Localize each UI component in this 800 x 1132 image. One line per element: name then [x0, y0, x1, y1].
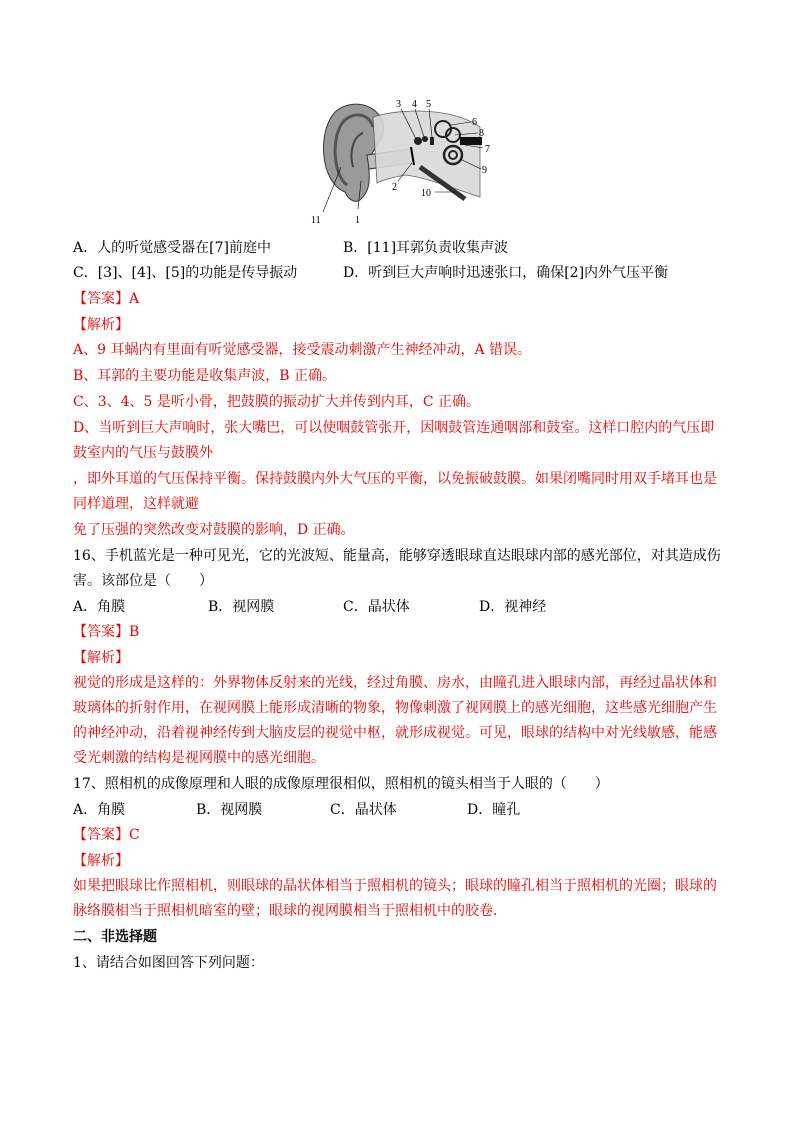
q17-option-a: A．角膜	[73, 802, 126, 818]
q16-explain-line: 视觉的形成是这样的：外界物体反射来的光线，经过角膜、房水，由瞳孔进入眼球内部，再经过晶状体和	[73, 675, 717, 691]
q15-option-c: C．[3]、[4]、[5]的功能是传导振动	[73, 265, 298, 281]
q15-explain-line: C、3、4、5 是听小骨，把鼓膜的振动扩大并传到内耳，C 正确。	[73, 394, 481, 410]
q16-analysis-label: 【解析】	[73, 650, 129, 666]
q17-option-d: D．瞳孔	[467, 802, 521, 818]
q17-explain-line: 脉络膜相当于照相机暗室的壁；眼球的视网膜相当于照相机中的胶卷.	[73, 903, 498, 919]
section2-question-1: 1、请结合如图回答下列问题：	[73, 955, 264, 971]
ear-diagram	[305, 97, 500, 227]
q15-explain-line: 免了压强的突然改变对鼓膜的影响，D 正确。	[73, 522, 355, 538]
q16-explain-line: 受光刺激的结构是视网膜中的感光细胞。	[73, 750, 325, 766]
q15-analysis-label: 【解析】	[73, 317, 129, 333]
q16-option-b: B．视网膜	[208, 599, 275, 615]
section-heading: 二、非选择题	[73, 929, 157, 945]
q15-explain-line: 鼓室内的气压与鼓膜外	[73, 445, 213, 461]
q16-stem: 16、手机蓝光是一种可见光，它的光波短、能量高，能够穿透眼球直达眼球内部的感光部位，对其造成伤	[73, 548, 721, 564]
figure-label-8: 8	[479, 128, 484, 139]
figure-label-10: 10	[421, 188, 431, 199]
q15-explain-line: 同样道理，这样就避	[73, 496, 199, 512]
q15-explain-line: ，即外耳道的气压保持平衡。保持鼓膜内外大气压的平衡，以免振破鼓膜。如果闭嘴同时用双手堵耳也是	[73, 471, 717, 487]
q17-explain-line: 如果把眼球比作照相机，则眼球的晶状体相当于照相机的镜头；眼球的瞳孔相当于照相机的光圈；眼球的	[73, 878, 717, 894]
figure-label-4: 4	[412, 99, 417, 110]
figure-label-2: 2	[392, 182, 397, 193]
q16-explain-line: 的神经冲动，沿着视神经传到大脑皮层的视觉中枢，就形成视觉。可见，眼球的结构中对光线敏感，能感	[73, 725, 717, 741]
q15-answer: 【答案】A	[73, 291, 140, 307]
q16-option-c: C．晶状体	[343, 599, 410, 615]
q16-stem: 害。该部位是（ ）	[73, 573, 213, 589]
figure-label-7: 7	[485, 144, 490, 155]
q15-option-d: D．听到巨大声响时迅速张口，确保[2]内外气压平衡	[343, 265, 669, 281]
q15-option-b: B．[11]耳郭负责收集声波	[343, 240, 509, 256]
figure-label-11: 11	[311, 215, 321, 226]
q15-explain-line: A、9 耳蜗内有里面有听觉感受器，接受震动刺激产生神经冲动，A 错误。	[73, 342, 532, 358]
q16-option-a: A．角膜	[73, 599, 126, 615]
figure-label-9: 9	[482, 165, 487, 176]
ear-anatomy-figure	[305, 97, 500, 227]
q16-answer: 【答案】B	[73, 624, 140, 640]
q16-explain-line: 玻璃体的折射作用，在视网膜上能形成清晰的物象，物像刺激了视网膜上的感光细胞，这些感光细胞产生	[73, 700, 717, 716]
q17-stem: 17、照相机的成像原理和人眼的成像原理很相似，照相机的镜头相当于人眼的（ ）	[73, 776, 609, 792]
q17-answer: 【答案】C	[73, 827, 140, 843]
q17-option-b: B．视网膜	[196, 802, 263, 818]
figure-label-5: 5	[426, 99, 431, 110]
q15-explain-line: B、耳郭的主要功能是收集声波，B 正确。	[73, 368, 337, 384]
q15-explain-line: D、当听到巨大声响时，张大嘴巴，可以使咽鼓管张开，因咽鼓管连通咽部和鼓室。这样口腔内的气压即	[73, 420, 715, 436]
figure-label-6: 6	[472, 117, 477, 128]
figure-label-3: 3	[396, 99, 401, 110]
q17-option-c: C．晶状体	[330, 802, 397, 818]
q17-analysis-label: 【解析】	[73, 853, 129, 869]
q16-option-d: D．视神经	[479, 599, 547, 615]
figure-label-1: 1	[355, 215, 360, 226]
q15-option-a: A．人的听觉感受器在[7]前庭中	[73, 240, 271, 256]
